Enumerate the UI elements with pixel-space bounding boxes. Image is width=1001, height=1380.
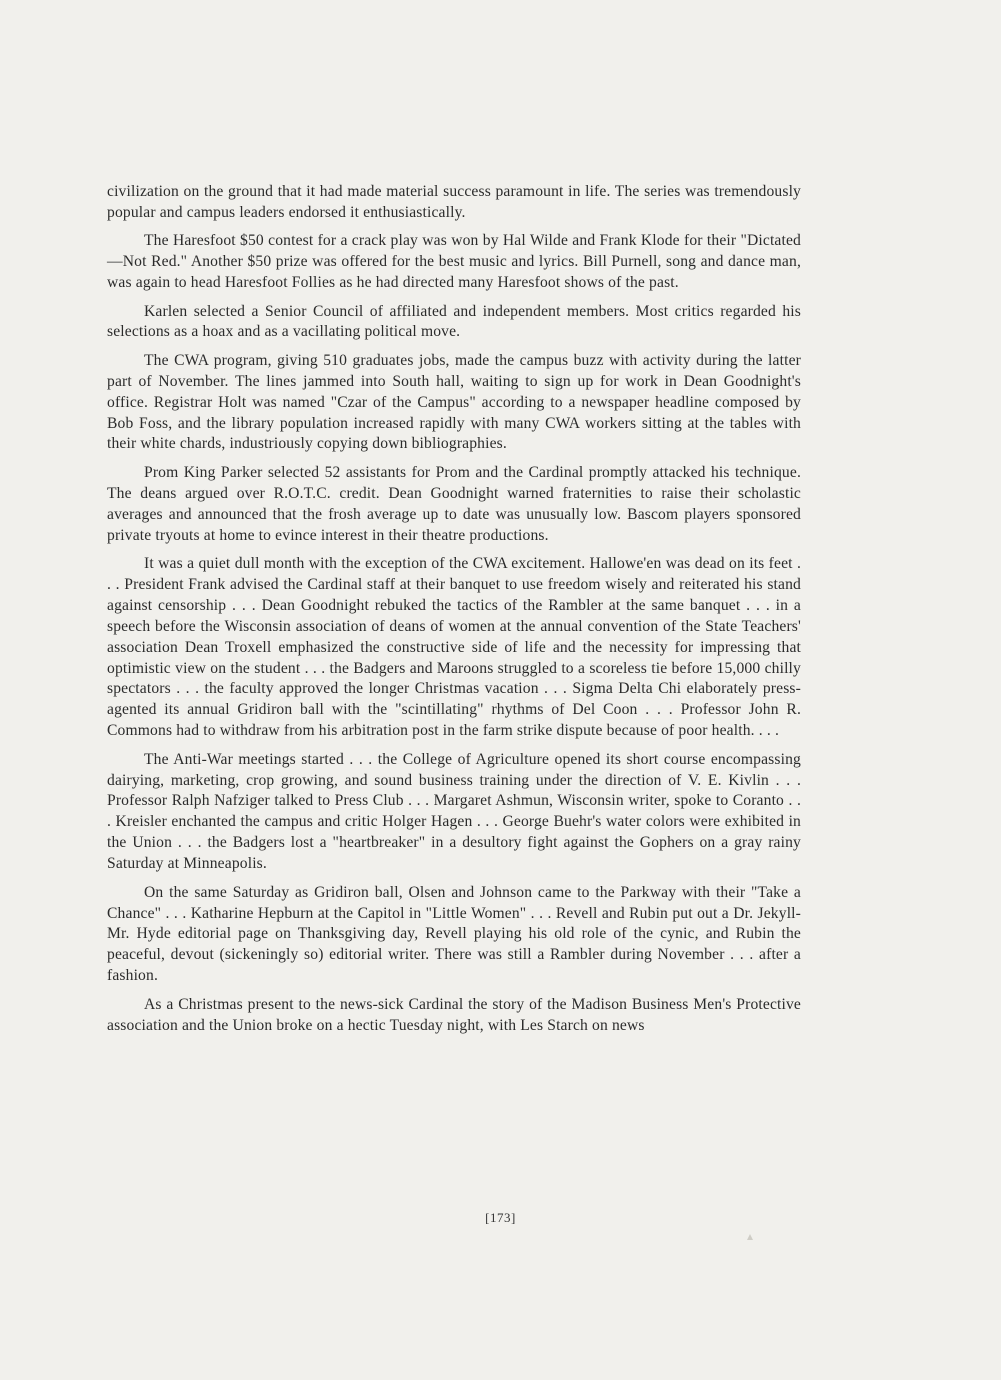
paragraph-cwa-program: The CWA program, giving 510 graduates jobs, made the campus buzz with activity during the latter part of November. The lines jammed into South hall, waiting to sign up for work in Dean Goodnight's office. Registrar Holt was named "Czar of the Campus" according to a newspaper headline composed by Bob Foss, and the library population increased rapidly with many CWA workers sitting at the tables with their white chards, industriously copying down bibliographies. xyxy=(107,351,801,453)
paragraph-gridiron-saturday: On the same Saturday as Gridiron ball, Olsen and Johnson came to the Parkway with their "Take a Chance" . . . Katharine Hepburn at the Capitol in "Little Women" . . . Revell and Rubin put out a Dr. Jekyll-Mr. Hyde editorial page on Thanksgiving day, Revell playing his old role of the cynic, and Rubin the peaceful, devout (sickeningly so) editorial writer. There was still a Rambler during November . . . after a fashion. xyxy=(107,883,801,985)
body-text xyxy=(107,182,801,1044)
paragraph-anti-war: The Anti-War meetings started . . . the College of Agriculture opened its short course encompassing dairying, marketing, crop growing, and sound business training under the direction of V. E. Kivlin . . . Professor Ralph Nafziger talked to Press Club . . . Margaret Ashmun, Wisconsin writer, spoke to Coranto . . . Kreisler enchanted the campus and critic Holger Hagen . . . George Buehr's water colors were exhibited in the Union . . . the Badgers lost a "heartbreaker" in a desultory fight against the Gophers on a gray rainy Saturday at Minneapolis. xyxy=(107,750,801,873)
paragraph-prom-king: Prom King Parker selected 52 assistants for Prom and the Cardinal promptly attacked his technique. The deans argued over R.O.T.C. credit. Dean Goodnight warned fraternities to raise their scholastic averages and announced that the frosh average up to date was unusually low. Bascom players sponsored private tryouts at home to evince interest in their theatre productions. xyxy=(107,463,801,544)
paragraph-quiet-month: It was a quiet dull month with the exception of the CWA excitement. Hallowe'en was dead on its feet . . . President Frank advised the Cardinal staff at their banquet to use freedom wisely and reiterated his stand against censorship . . . Dean Goodnight rebuked the tactics of the Rambler at the same banquet . . . in a speech before the Wisconsin association of deans of women at the annual convention of the State Teachers' association Dean Troxell emphasized the constructive side of life and the necessity for impressing that optimistic view on the student . . . the Badgers and Maroons struggled to a scoreless tie before 15,000 chilly spectators . . . the faculty approved the longer Christmas vacation . . . Sigma Delta Chi elaborately press-agented its annual Gridiron ball with the "scintillating" rhythms of Del Coon . . . Professor John R. Commons had to withdraw from his arbitration post in the farm strike dispute because of poor health. . . . xyxy=(107,555,801,740)
paper-speck-mark xyxy=(747,1234,753,1240)
paragraph-christmas-present: As a Christmas present to the news-sick Cardinal the story of the Madison Business Men's Protective association and the Union broke on a hectic Tuesday night, with Les Starch on news xyxy=(107,995,801,1034)
paragraph-senior-council: Karlen selected a Senior Council of affiliated and independent members. Most critics regarded his selections as a hoax and as a vacillating political move. xyxy=(107,302,801,341)
paragraph-civilization: civilization on the ground that it had made material success paramount in life. The series was tremendously popular and campus leaders endorsed it enthusiastically. xyxy=(107,183,801,221)
paragraph-haresfoot-contest: The Haresfoot $50 contest for a crack play was won by Hal Wilde and Frank Klode for their "Dictated—Not Red." Another $50 prize was offered for the best music and lyrics. Bill Purnell, song and dance man, was again to head Haresfoot Follies as he had directed many Haresfoot shows of the past. xyxy=(107,232,801,292)
page-number: [173] xyxy=(485,1210,516,1225)
